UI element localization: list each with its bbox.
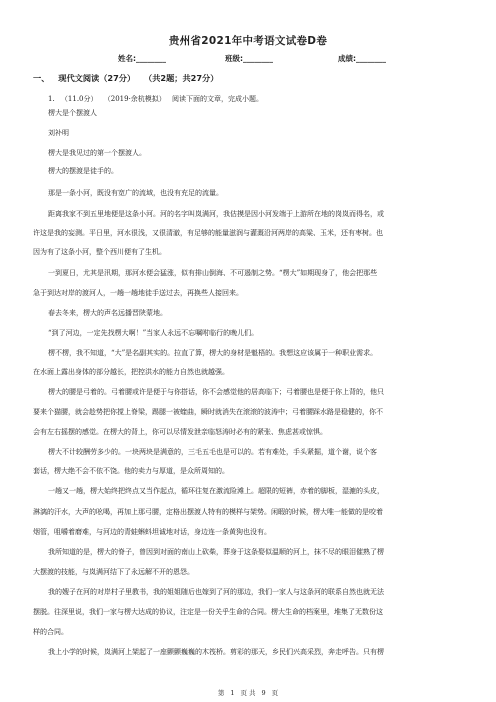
passage-line: 楞大是我见过的第一个摆渡人。 (48, 149, 146, 157)
section-heading (33, 73, 224, 84)
passage-line: 许这是我的妄测。平日里，河水很浅，又很清澈，有足够的能量滋润与灌溉沿河两岸的高粱、玉米，还有枣树。也 (33, 229, 383, 237)
passage-line: 楞大不计较酬劳多少的。一块两块是满意的，三毛五毛也是可以的。若有难处，手头紧掘，道个谢，说个客 (48, 448, 377, 456)
passage-line: 要来个猫腰，就会趁势把你搅上脊梁，踢腿一被蝰曲，瞬时就消失在滚滚的波涛中；弓着腰踩水路是稳健的，你不 (33, 408, 383, 416)
exam-title: 贵州省2021年中考语文试卷D卷 (168, 35, 328, 47)
section-info: （共2题；共27分） (144, 73, 219, 83)
passage-line: 我的嫂子在河的对岸村子里教书，我的姐姐随后也嫁到了河的那边，我们一家人与这条河的联系自然也就无法 (48, 588, 384, 596)
passage-line: 春去冬来，楞大的声名远播晋陕蒙地。 (48, 309, 167, 317)
passage-line: 因为有了这条小河，整个西川便有了生机。 (33, 248, 166, 256)
passage-line: 刘补明 (48, 129, 69, 137)
passage-line: 楞大是个摆渡人 (48, 109, 97, 117)
passage-line: 距离我家不到五里地便是这条小河。河的名字叫岚满河，我估摸是因小河发端于上游所在地的岗岚而得名，或 (48, 210, 384, 218)
question-source: （2019·余杭模拟） (103, 95, 166, 103)
passage-line: 套话，楞大绝不会不依不饶。他的卖力与厚道，是众所周知的。 (33, 467, 229, 475)
footer-page-number: 1 (230, 689, 235, 697)
page-footer (0, 688, 496, 697)
passage-line: 急于到达对岸的渡河人，一趟一趟地徒手送过去，再换些人接回来。 (33, 289, 243, 297)
section-number: 一、 (33, 73, 50, 83)
footer-page-total: 9 (261, 689, 266, 697)
question-points: （11.0分） (60, 95, 98, 103)
passage-line: 在水面上露出身体的部分越长，把控洪水的能力自然也就越强。 (33, 368, 229, 376)
passage-line: 楞大的腰是弓着的。弓着腰或许是便于与你搭话，你不会感觉他的居高临下；弓着腰也是便于你上背的，他只 (48, 388, 384, 396)
passage-line: 摆脱。往深里说，我们一家与楞大达成的协议，注定是一份关乎生命的合同。楞大生命的档案里，堆集了无数份这 (33, 608, 383, 616)
footer-suffix: 页 (271, 689, 279, 697)
question-number: 1. (48, 95, 55, 103)
passage-line: 楞不楞，我不知道，“大”是名副其实的。拉直了算，楞大的身材是魁梧的。我想这应该属于一种职业需求。 (48, 349, 378, 357)
passage-line: 我所知道的是，楞大的脊子，曾因到对面的南山上砍柴，葬身于这条娶似温顺的河上，抹不尽的眼泪催熟了楞 (48, 548, 384, 556)
class-field[interactable]: 班级:________ (225, 54, 273, 63)
question-prompt: 阅读下面的文章，完成小题。 (172, 95, 264, 103)
passage-line: “到了河边，一定先找楞大啊！”当家人永远不忘嘱咐临行的晚儿们。 (48, 329, 259, 337)
passage-line: 一到夏日，尤其是汛期，那河水便会猛涨，似有排山倒海、不可遏制之势。“楞大”如期现身了，他会把那些 (48, 269, 378, 277)
footer-middle: 页 共 (240, 689, 256, 697)
passage-line: 一趟又一趟，楞大始终把终点又当作起点，循环往复在激流险滩上。超限的短裤，赤着的脚板，湿漉的头皮， (48, 487, 384, 495)
name-field[interactable]: 姓名:________ (118, 54, 166, 63)
passage-line: 样的合同。 (33, 628, 68, 636)
passage-line: 淋漓的汗水，大声的吆喝，再加上那弓腰，定格出摆渡人特有的模样与架势。闲暇的时候，楞大唯一能做的是咬着 (33, 508, 383, 516)
section-name: 现代文阅读（27分） (58, 73, 136, 83)
score-field[interactable]: 成绩:________ (338, 54, 386, 63)
footer-prefix: 第 (217, 689, 225, 697)
question-header (48, 94, 267, 104)
passage-line: 大摆渡的技能，与岚满河结下了永远解不开的恩怨。 (33, 568, 194, 576)
passage-line: 会有左右摇摆的感觉。在楞大的背上，你可以尽情发泄亲临怒涛时必有的紧张、焦虑甚或惊惧。 (33, 428, 327, 436)
passage-line: 烟管，咀嚼着磨难，与河边的青蛙蝌蚪坦诚地对话，身边连一条黄狗也没有。 (33, 528, 271, 536)
passage-line: 我上小学的时候，岚满河上架起了一座颤颤巍巍的木筏桥。剪彩的那天，乡民们兴高采烈，奔走呼告。只有楞 (48, 648, 384, 656)
passage-line: 楞大的摆渡是徒手的。 (48, 167, 118, 175)
student-info-fields (118, 53, 418, 65)
passage-line: 那是一条小河，既没有宽广的流域，也没有充足的流量。 (48, 189, 223, 197)
